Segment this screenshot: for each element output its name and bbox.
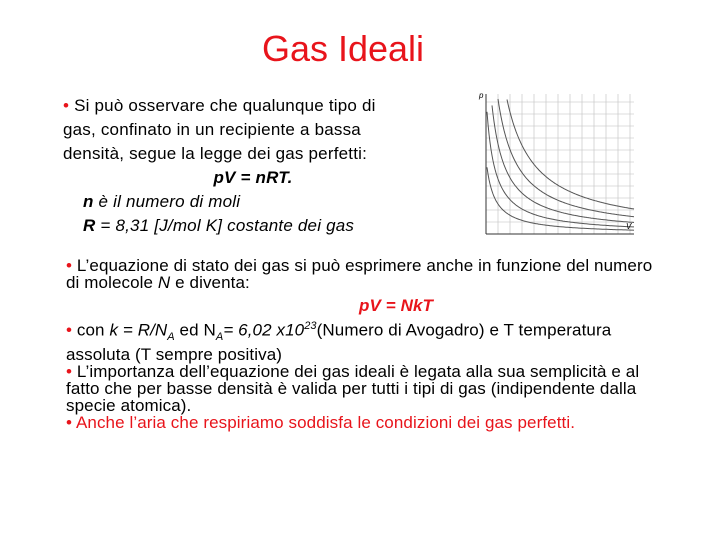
- slide-title: Gas Ideali: [261, 28, 425, 69]
- x-axis-label: V: [626, 222, 632, 231]
- bullet: •: [63, 96, 70, 115]
- isotherm-curves: [487, 99, 634, 230]
- paragraph-state-equation: • L’equazione di stato dei gas si può esprimere anche in funzione del numero di molecole N e diventa:: [66, 256, 653, 292]
- r-definition: R = 8,31 [J/mol K] costante dei gas: [83, 216, 355, 235]
- details-block: [66, 257, 666, 431]
- intro-line-3: densità, segue la legge dei gas perfetti:: [63, 144, 368, 163]
- paragraph-importance: • L’importanza dell’equazione dei gas ideali è legata alla sua semplicità e al fatto che per basse densità è valida per tutti i tipi di gas (indipendente dalla specie atomica).: [66, 362, 640, 416]
- ideal-gas-equation: pV = nRT.: [213, 168, 293, 187]
- n-definition: n è il numero di moli: [83, 192, 241, 211]
- intro-line-2: gas, confinato in un recipiente a bassa: [63, 120, 361, 139]
- isotherm-curve: [507, 100, 634, 210]
- intro-line-1: • Si può osservare che qualunque tipo di: [63, 96, 376, 115]
- nkt-equation: pV = NkT: [358, 296, 433, 315]
- paragraph-air: • Anche l’aria che respiriamo soddisfa le condizioni dei gas perfetti.: [66, 413, 576, 433]
- paragraph-avogadro: • con $k = R/N_A$ ed $N_A= 6,02$ $x10^{23}(Numero$ di Avogadro) e T temperatura assoluta (T sempre positiva): [66, 320, 612, 365]
- isotherm-curve: [487, 112, 634, 227]
- isotherm-graph: [474, 88, 640, 240]
- intro-block: [63, 94, 443, 238]
- isotherm-curve: [498, 99, 634, 217]
- graph-grid: [486, 94, 634, 234]
- y-axis-label: p: [479, 91, 484, 100]
